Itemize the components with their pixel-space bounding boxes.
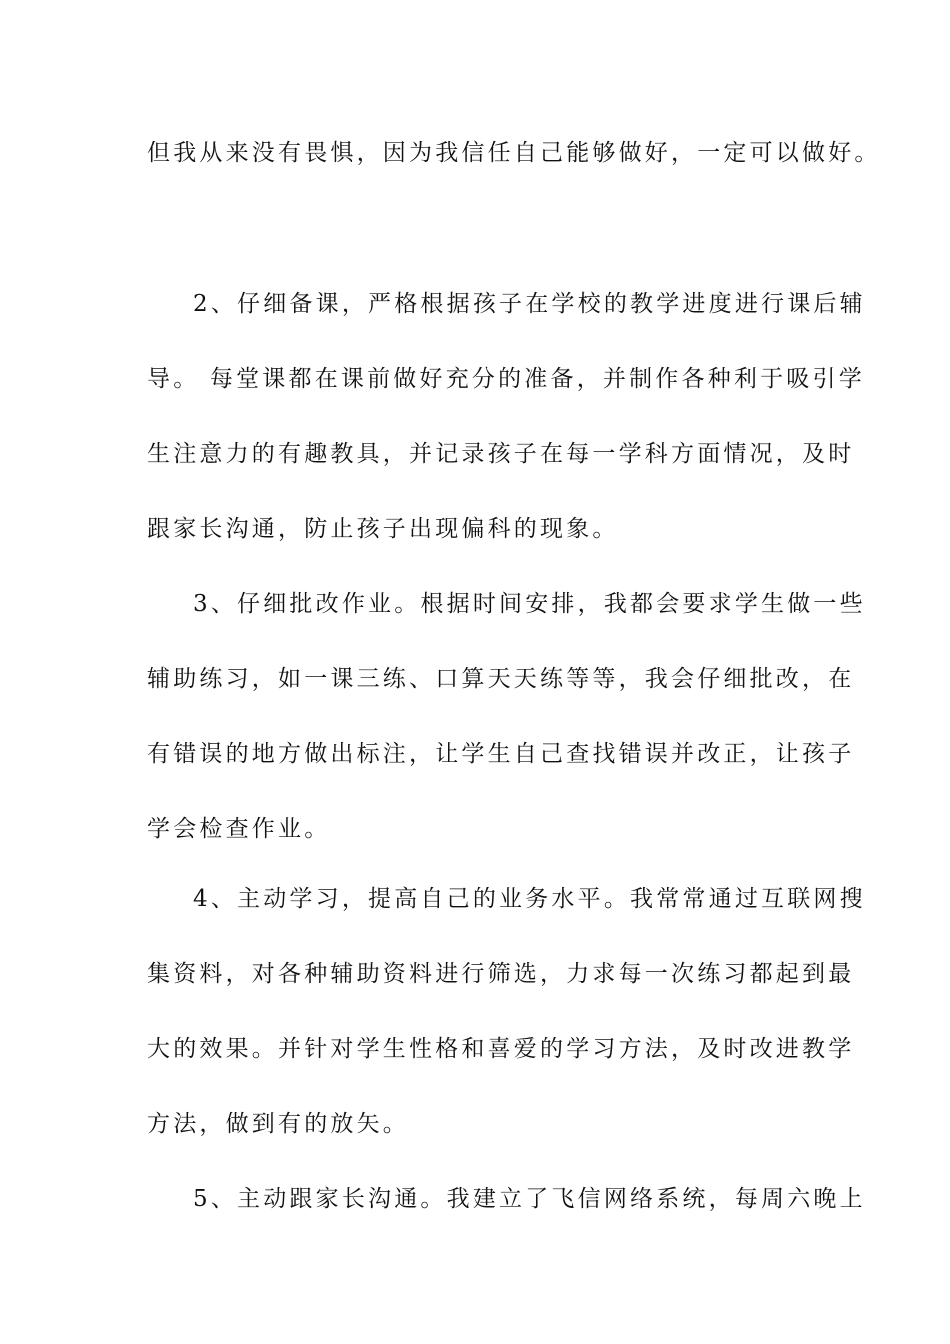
paragraph-line: 方法，做到有的放矢。 [147, 1111, 409, 1137]
paragraph-line: 大的效果。并针对学生性格和喜爱的学习方法，及时改进教学 [147, 1036, 855, 1062]
paragraph-line: 2、仔细备课，严格根据孩子在学校的教学进度进行课后辅 [193, 291, 866, 317]
paragraph-line: 5、主动跟家长沟通。我建立了飞信网络系统，每周六晚上 [193, 1186, 866, 1212]
paragraph-line: 学会检查作业。 [147, 816, 331, 842]
paragraph-line: 有错误的地方做出标注，让学生自己查找错误并改正，让孩子 [147, 741, 855, 767]
paragraph-line: 跟家长沟通，防止孩子出现偏科的现象。 [147, 516, 619, 542]
paragraph-line: 辅助练习，如一课三练、口算天天练等等，我会仔细批改，在 [147, 666, 855, 692]
paragraph-line: 但我从来没有畏惧，因为我信任自己能够做好，一定可以做好。 [147, 140, 881, 166]
paragraph-line: 导。 每堂课都在课前做好充分的准备，并制作各种利于吸引学 [147, 366, 865, 392]
paragraph-line: 3、仔细批改作业。根据时间安排，我都会要求学生做一些 [193, 591, 866, 617]
paragraph-line: 生注意力的有趣教具，并记录孩子在每一学科方面情况，及时 [147, 441, 855, 467]
paragraph-line: 集资料，对各种辅助资料进行筛选，力求每一次练习都起到最 [147, 961, 855, 987]
paragraph-line: 4、主动学习，提高自己的业务水平。我常常通过互联网搜 [193, 886, 866, 912]
